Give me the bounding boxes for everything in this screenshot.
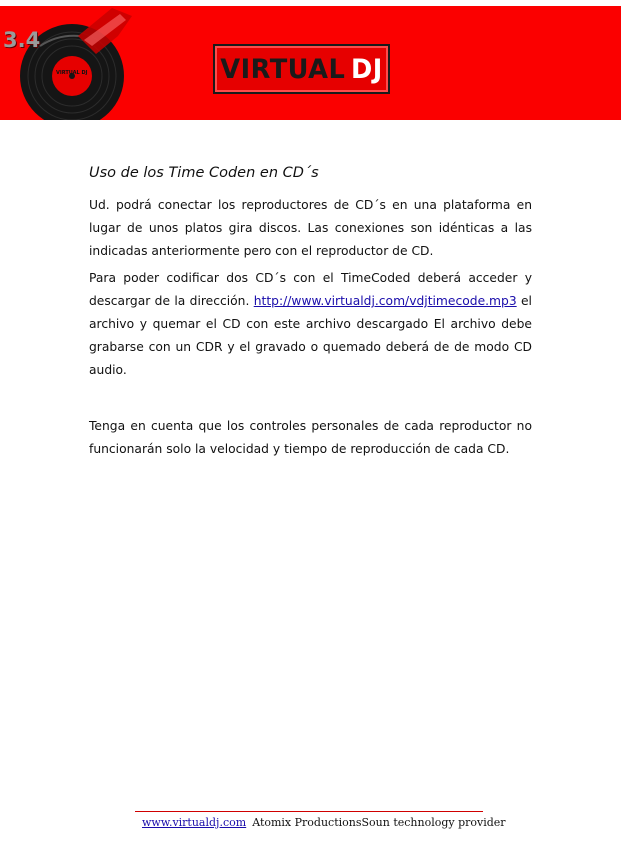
footer-provider-text: Atomix ProductionsSoun technology provider [252, 816, 506, 829]
paragraph-controls-note: Tenga en cuenta que los controles personales de cada reproductor no funcionarán solo la velocidad y tiempo de reproducción de cada CD. [89, 419, 532, 456]
section-heading: Uso de los Time Coden en CD´s [89, 165, 319, 181]
timecode-download-link[interactable]: http://www.virtualdj.com/vdjtimecode.mp3 [253, 294, 517, 308]
vinyl-disc-icon [0, 6, 140, 120]
footer-divider [135, 811, 483, 812]
disc-label: VIRTUAL DJ [56, 70, 88, 76]
paragraph-text-before-link: Para poder codificar dos CD´s con el TimeCoded deberá acceder y descargar de la dirección. [89, 271, 532, 308]
page-footer [142, 816, 506, 829]
virtual-dj-logo [213, 44, 390, 94]
logo-text [220, 54, 383, 85]
version-badge: 3.4 [3, 28, 41, 52]
footer-website-link[interactable]: www.virtualdj.com [142, 816, 247, 829]
paragraph-cd-connection: Ud. podrá conectar los reproductores de CD´s en una plataforma en lugar de unos platos gira discos. Las conexiones son idénticas a las indicadas anteriormente pero con el reproductor de CD. [89, 198, 532, 258]
logo-word-dj: DJ [350, 53, 383, 85]
paragraph-timecode-download [89, 267, 532, 382]
logo-word-virtual: VIRTUAL [220, 53, 346, 85]
vinyl-disc-logo [0, 6, 140, 120]
header-banner [0, 6, 621, 120]
paragraph-text-after-link: el archivo y quemar el CD con este archivo descargado El archivo debe grabarse con un CDR y el gravado o quemado deberá de de modo CD audio. [89, 294, 532, 377]
